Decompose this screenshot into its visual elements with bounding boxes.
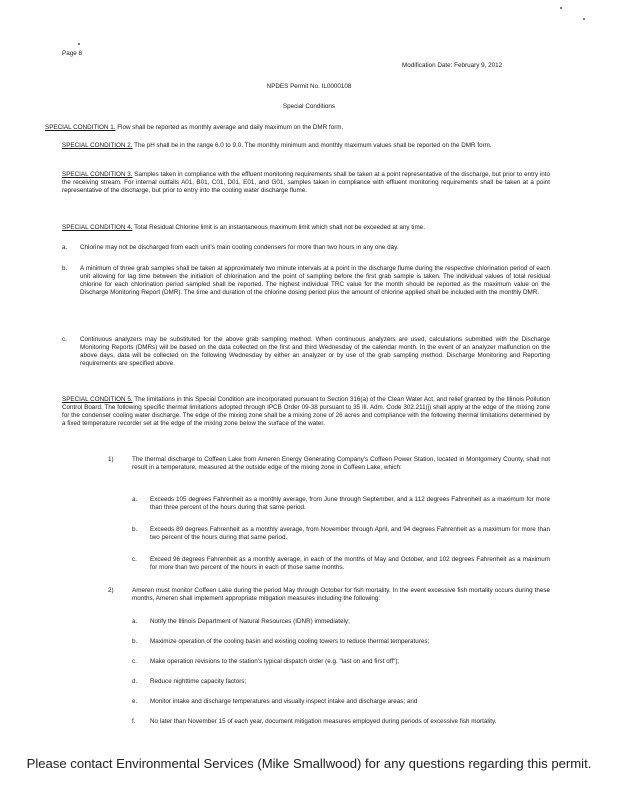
sc5-item-2c-letter: c. xyxy=(132,658,137,665)
sc5-item-2e-letter: e. xyxy=(132,698,138,705)
special-condition-1 xyxy=(45,124,343,132)
sc5-item-2e: Monitor intake and discharge temperatures and visually inspect intake and discharge areas; and xyxy=(150,698,418,705)
sc4-text: Total Residual Chlorine limit is an instantaneous maximum limit which shall not be exceeded at any time. xyxy=(134,224,425,231)
sc5-item-2f-letter: f. xyxy=(132,718,136,725)
sc5-item-1b-letter: b. xyxy=(132,526,138,533)
sc5-item-2-number: 2) xyxy=(108,587,114,594)
scan-speck xyxy=(78,43,80,45)
sc5-item-2f: No later than November 15 of each year, document mitigation measures employed during periods of excessive fish mortality. xyxy=(150,718,497,725)
contact-footer: Please contact Environmental Services (Mike Smallwood) for any questions regarding this permit. xyxy=(26,756,592,771)
scan-speck xyxy=(560,7,562,9)
sc2-text: The pH shall be in the range 6.0 to 9.0. The monthly minimum and monthly maximum values shall be reported on the DMR form. xyxy=(134,142,492,149)
sc5-item-1b: Exceeds 89 degrees Fahrenheit as a monthly average, from November through April, and 94 degrees Fahrenheit as a maximum for more than two percent of the hours during that same period. xyxy=(150,526,550,542)
sc5-item-1a-letter: a. xyxy=(132,496,138,503)
special-condition-5 xyxy=(62,396,550,428)
sc4-item-c: Continuous analyzers may be substituted for the above grab sampling method. When continuous analyzers are used, calculations submitted with the Discharge Monitoring Reports (DMRs) will be based on the data collected on the first and third Wednesday of the calendar month. In the event of an analyzer malfunction on the above days, data will be collected on the following Wednesday by either an analyzer or by use of the grab sampling method. Discharge Monitoring and Reporting requirements are specified above. xyxy=(80,336,550,368)
sc4-item-a: Chlorine may not be discharged from each unit's main cooling condensers for more than two hours in any one day. xyxy=(80,244,399,251)
sc5-item-1: The thermal discharge to Coffeen Lake from Ameren Energy Generating Company's Coffeen Power Station, located in Montgomery County, shall not result in a temperature, measured at the outside edge of the mixing zone in Coffeen Lake, which: xyxy=(132,456,550,472)
sc5-item-2a-letter: a. xyxy=(132,618,138,625)
sc5-text: The limitations in this Special Condition are incorporated pursuant to Section 316(a) of the Clean Water Act, and relief granted by the Illinois Pollution Control Board. The following specific thermal limitations adopted through IPCB Order 09-38 pursuant to 35 Ill. Adm. Code 302.211(j) shall apply at the edge of the mixing zone for the condenser cooling water discharge. The edge of the mixing zone shall be a mixing zone of 26 acres and compliance with the following thermal limitations determined by a fixed temperature recorder set at the edge of the mixing zone below the surface of the water. xyxy=(62,396,550,428)
scan-speck xyxy=(583,18,585,20)
sc5-item-1-number: 1) xyxy=(108,456,114,463)
sc5-item-2b: Maximize operation of the cooling basin and existing cooling towers to reduce thermal temperatures; xyxy=(150,638,430,645)
sc3-label: SPECIAL CONDITION 3. xyxy=(62,171,133,178)
special-condition-2 xyxy=(62,142,550,150)
special-condition-4 xyxy=(62,224,425,232)
sc5-item-2c: Make operation revisions to the station's typical dispatch order (e.g. "last on and first off"); xyxy=(150,658,400,665)
sc4-item-a-letter: a. xyxy=(62,244,68,251)
special-conditions-title: Special Conditions xyxy=(282,103,336,110)
sc1-label: SPECIAL CONDITION 1. xyxy=(45,124,116,131)
page-number: Page 8 xyxy=(62,50,82,57)
sc5-label: SPECIAL CONDITION 5. xyxy=(62,396,133,403)
sc1-text: Flow shall be reported as monthly average and daily maximum on the DMR form. xyxy=(117,124,344,131)
special-condition-3 xyxy=(62,171,550,195)
sc5-item-2b-letter: b. xyxy=(132,638,138,645)
sc5-item-2d: Reduce nighttime capacity factors; xyxy=(150,678,247,685)
sc5-item-1a: Exceeds 105 degrees Fahrenheit as a monthly average, from June through September, and a 112 degrees Fahrenheit as a maximum for more than three percent of the hours during that same period. xyxy=(150,496,550,512)
sc5-item-2a: Notify the Illinois Department of Natural Resources (IDNR) immediately; xyxy=(150,618,350,625)
sc4-label: SPECIAL CONDITION 4. xyxy=(62,224,133,231)
sc4-item-c-letter: c. xyxy=(62,336,67,343)
sc5-item-2: Ameren must monitor Coffeen Lake during the period May through October for fish mortality. In the event excessive fish mortality occurs during these months, Ameren shall implement appropriate mitigation measures including the following: xyxy=(132,587,550,603)
modification-date: Modification Date: February 9, 2012 xyxy=(402,62,503,69)
sc2-label: SPECIAL CONDITION 2. xyxy=(62,142,133,149)
sc5-item-1c-letter: c. xyxy=(132,556,137,563)
sc5-item-1c: Exceed 96 degrees Fahrenheit as a monthly average, in each of the months of May and October, and 102 degrees Fahrenheit as a maximum for more than two percent of the hours in each of those same months. xyxy=(150,556,550,572)
sc3-text: Samples taken in compliance with the effluent monitoring requirements shall be taken at a point representative of the discharge, but prior to entry into the receiving stream. For internal outfalls A01, B01, C01, D01, E01, and G01, samples taken in compliance with effluent monitoring requirements shall be taken at a point representative of the discharge, but prior to entry into the cooling water discharge flume. xyxy=(62,171,551,195)
sc5-item-2d-letter: d. xyxy=(132,678,138,685)
permit-number: NPDES Permit No. IL0000108 xyxy=(266,83,352,90)
sc4-item-b-letter: b. xyxy=(62,265,68,272)
sc4-item-b: A minimum of three grab samples shall be taken at approximately two minute intervals at a point in the discharge flume during the respective chlorination period of each unit allowing for lag time between the initiation of chlorination and the point of sampling before the first grab sample is taken. The individual values of total residual chlorine for each chlorination period sampled shall be reported. The highest individual TRC value for the month should be reported as the maximum value on the Discharge Monitoring Report (DMR). The time and duration of the chlorine dosing period plus the amount of chlorine applied shall be included with the monthly DMR. xyxy=(80,265,550,297)
